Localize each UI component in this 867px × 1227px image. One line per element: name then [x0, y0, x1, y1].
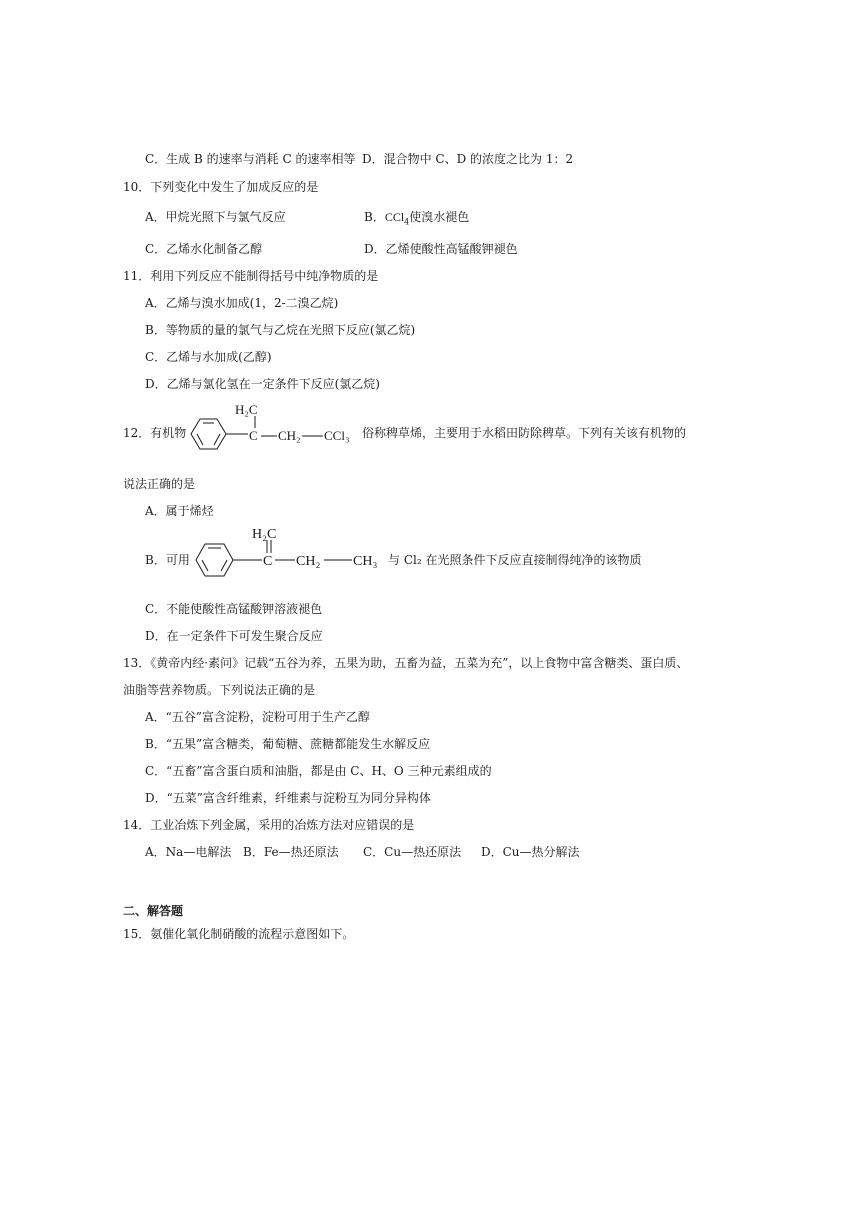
structure-top-group: H₂C	[235, 402, 258, 417]
q13-option-a: A．“五谷”富含淀粉，淀粉可用于生产乙醇	[145, 710, 370, 724]
q14-option-c: C．Cu—热还原法	[363, 845, 462, 859]
q12-option-a: A．属于烯烃	[145, 504, 214, 518]
structure-carbon: C	[249, 428, 258, 443]
q10-option-d: D．乙烯使酸性高锰酸钾褪色	[364, 242, 518, 256]
q11-option-c: C．乙烯与水加成(乙醇)	[145, 350, 272, 364]
q14-stem: 14．工业冶炼下列金属，采用的冶炼方法对应错误的是	[123, 818, 415, 832]
q13-stem-line2: 油脂等营养物质。下列说法正确的是	[123, 683, 316, 697]
q12-stem-line2: 说法正确的是	[123, 477, 196, 491]
structure-ch2: CH₂	[278, 428, 301, 443]
structure-carbon: C	[263, 554, 273, 569]
structure-top-group: H₂C	[252, 527, 277, 542]
q9-option-d: D．混合物中 C、D 的浓度之比为 1：2	[362, 152, 574, 166]
q11-option-a: A．乙烯与溴水加成(1，2-二溴乙烷)	[145, 296, 339, 310]
q12-structure-diagram	[185, 400, 355, 466]
structure-ch2: CH₂	[296, 554, 321, 569]
q12-option-b-prefix: B．可用	[145, 553, 190, 567]
q14-option-a: A．Na—电解法	[145, 845, 232, 859]
q11-option-d: D．乙烯与氯化氢在一定条件下反应(氯乙烷)	[145, 377, 380, 391]
q13-stem-line1: 13．《黄帝内经·素问》记载“五谷为养，五果为助，五畜为益，五菜为充”，以上食物中富含糖类、蛋白质、	[123, 656, 689, 670]
q15-stem: 15．氨催化氧化制硝酸的流程示意图如下。	[123, 927, 355, 941]
benzene-ring	[196, 544, 233, 576]
q11-stem: 11．利用下列反应不能制得括号中纯净物质的是	[123, 269, 379, 283]
q12-stem-suffix: 俗称稗草烯，主要用于水稻田防除稗草。下列有关该有机物的	[362, 426, 687, 440]
q12-option-c: C．不能使酸性高锰酸钾溶液褪色	[145, 602, 323, 616]
q10-option-a: A．甲烷光照下与氯气反应	[145, 210, 286, 224]
q10-option-b: B．CCl$_4$使溴水褪色	[364, 210, 470, 227]
q12-option-d: D．在一定条件下可发生聚合反应	[145, 629, 323, 643]
q13-option-b: B．“五果”富含糖类，葡萄糖、蔗糖都能发生水解反应	[145, 737, 431, 751]
q11-option-b: B．等物质的量的氯气与乙烷在光照下反应(氯乙烷)	[145, 323, 416, 337]
q13-option-d: D．“五菜”富含纤维素，纤维素与淀粉互为同分异构体	[145, 791, 431, 805]
q12-option-b-structure	[190, 522, 390, 584]
q13-option-c: C．“五畜”富含蛋白质和油脂，都是由 C、H、O 三种元素组成的	[145, 764, 492, 778]
section-title: 二、解答题	[123, 904, 184, 918]
q14-option-b: B．Fe—热还原法	[243, 845, 339, 859]
structure-ch3: CH₃	[353, 554, 378, 569]
structure-ccl3: CCl₃	[324, 428, 350, 443]
q9-option-c: C．生成 B 的速率与消耗 C 的速率相等	[145, 152, 356, 166]
q12-stem-prefix: 12．有机物	[123, 426, 187, 440]
q14-option-d: D．Cu—热分解法	[481, 845, 580, 859]
q10-option-c: C．乙烯水化制备乙醇	[145, 242, 263, 256]
q10-stem: 10．下列变化中发生了加成反应的是	[123, 180, 319, 194]
q12-option-b-suffix: 与 Cl₂ 在光照条件下反应直接制得纯净的该物质	[388, 553, 642, 567]
